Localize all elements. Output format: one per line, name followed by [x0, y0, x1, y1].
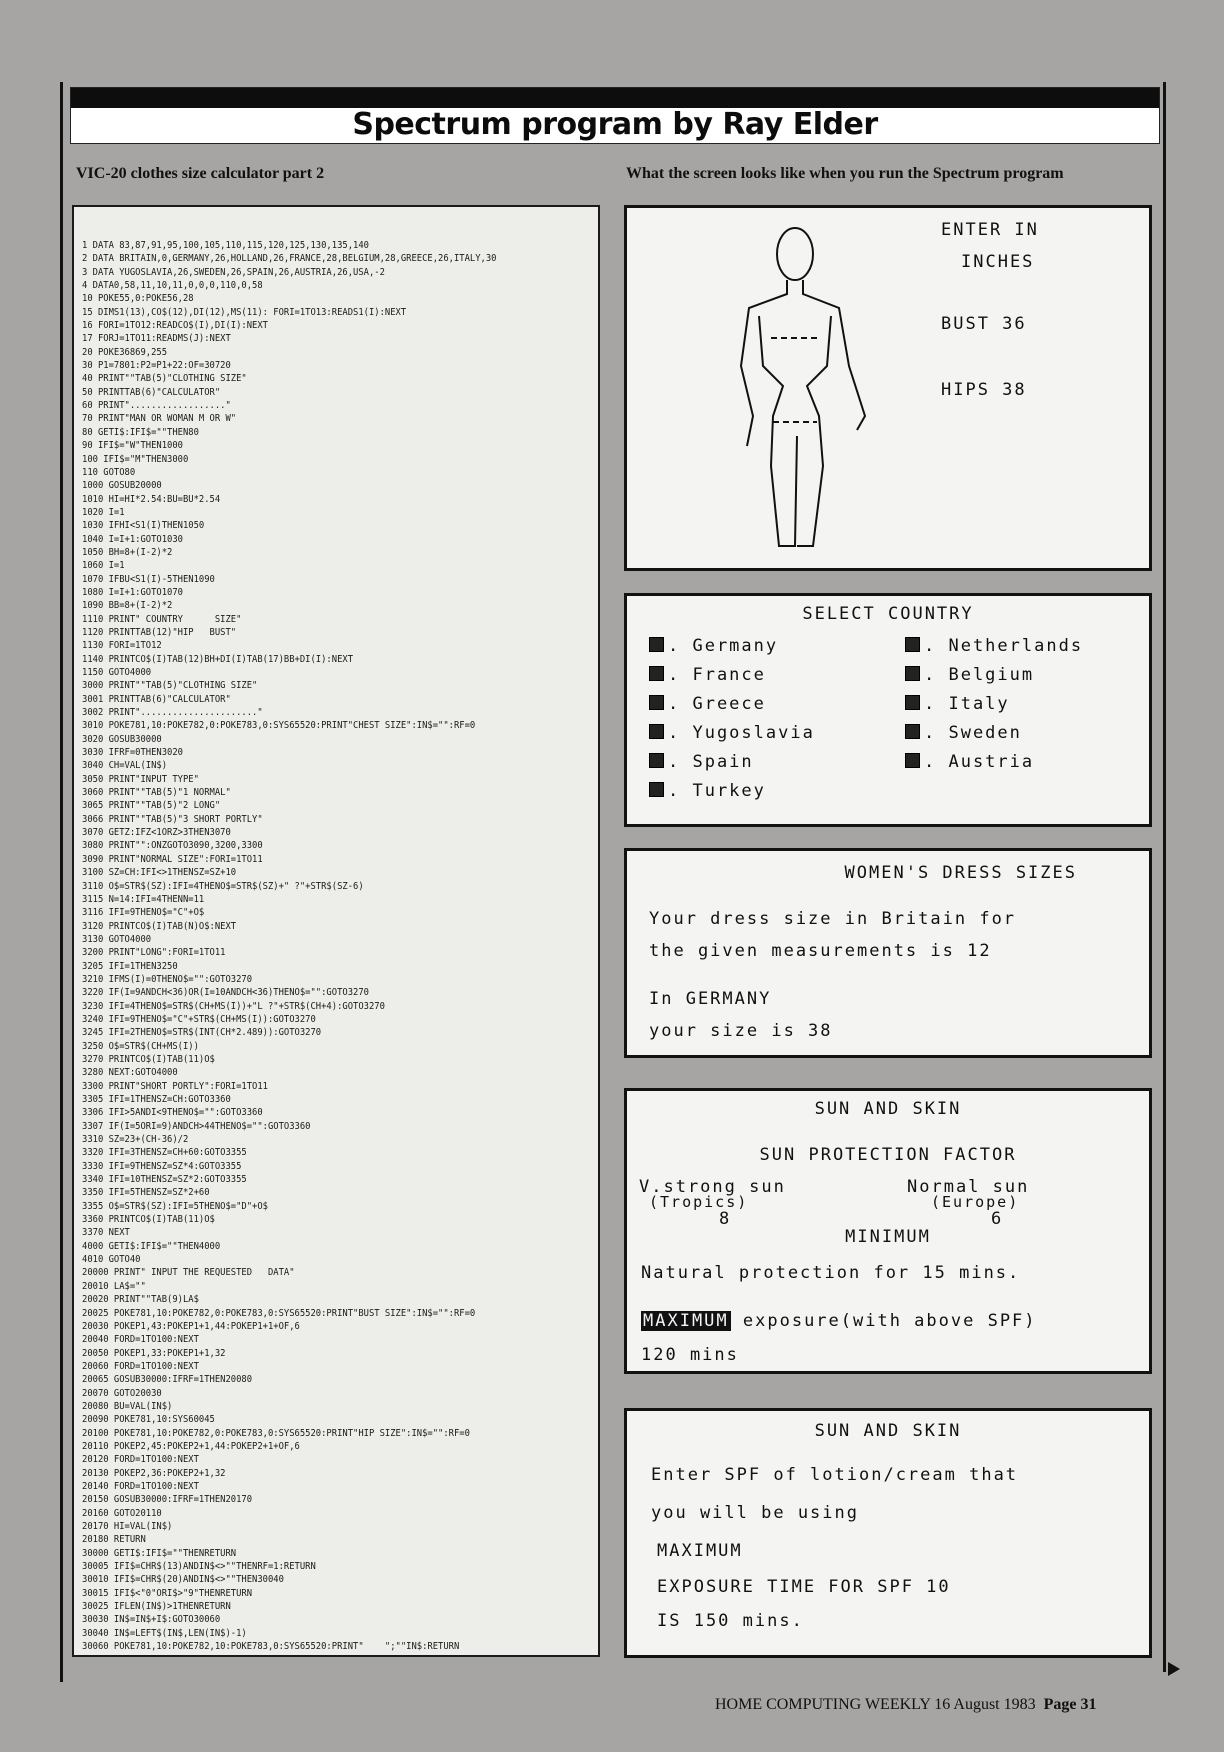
listing-line: 1000 GOSUB20000: [82, 480, 162, 492]
exposure-line-5: IS 150 mins.: [657, 1611, 804, 1631]
listing-line: 3320 IFI=3THENSZ=CH+60:GOTO3355: [82, 1147, 247, 1159]
country-key-icon: [649, 724, 664, 739]
listing-line: 20030 POKEP1,43:POKEP1+1,44:POKEP1+1+OF,6: [82, 1320, 300, 1332]
listing-line: 20070 GOTO20030: [82, 1387, 162, 1399]
country-key-icon: [905, 666, 920, 681]
country-option[interactable]: [905, 665, 1034, 685]
listing-line: 30010 IFI$=CHR$(20)ANDIN$<>""THEN30040: [82, 1574, 284, 1586]
country-option[interactable]: [649, 694, 766, 714]
listing-line: 3120 PRINTCO$(I)TAB(N)O$:NEXT: [82, 920, 237, 932]
listing-line: 1140 PRINTCO$(I)TAB(12)BH+DI(I)TAB(17)BB+DI(I):NEXT: [82, 653, 354, 665]
screen-sun-protection: [624, 1088, 1152, 1374]
listing-line: 10 POKE55,0:POKE56,28: [82, 293, 194, 305]
listing-line: 3030 IFRF=0THEN3020: [82, 747, 183, 759]
country-label: . France: [668, 665, 766, 685]
screen-select-country: [624, 593, 1152, 827]
tropics-label: (Tropics): [649, 1193, 749, 1211]
country-option[interactable]: [905, 752, 1034, 772]
listing-line: 3245 IFI=2THENO$=STR$(INT(CH*2.489)):GOTO3270: [82, 1027, 322, 1039]
listing-line: 20065 GOSUB30000:IFRF=1THEN20080: [82, 1374, 253, 1386]
country-key-icon: [905, 724, 920, 739]
listing-line: 20100 POKE781,10:POKE782,0:POKE783,0:SYS65520:PRINT"HIP SIZE":IN$="":RF=0: [82, 1427, 470, 1439]
listing-line: 3340 IFI=10THENSZ=SZ*2:GOTO3355: [82, 1174, 247, 1186]
listing-line: 3110 O$=STR$(SZ):IFI=4THENO$=STR$(SZ)+" ?"+STR$(SZ-6): [82, 880, 364, 892]
country-key-icon: [649, 637, 664, 652]
listing-line: 1010 HI=HI*2.54:BU=BU*2.54: [82, 493, 221, 505]
header-banner: [70, 87, 1160, 144]
country-label: . Italy: [924, 694, 1010, 714]
listing-line: 3210 IFMS(I)=0THENO$="":GOTO3270: [82, 973, 253, 985]
listing-line: 4 DATA0,58,11,10,11,0,0,0,110,0,58: [82, 280, 263, 292]
country-label: . Austria: [924, 752, 1035, 772]
listing-line: 30025 IFLEN(IN$)>1THENRETURN: [82, 1601, 231, 1613]
max-mins: 120 mins: [641, 1345, 739, 1365]
country-key-icon: [649, 782, 664, 797]
page-title: Spectrum program by Ray Elder: [352, 107, 878, 142]
country-label: . Sweden: [924, 723, 1022, 743]
country-key-icon: [649, 695, 664, 710]
listing-line: 3370 NEXT: [82, 1227, 130, 1239]
country-label: . Germany: [668, 636, 779, 656]
country-option[interactable]: [649, 636, 778, 656]
listing-line: 1090 BB=8+(I-2)*2: [82, 600, 173, 612]
listing-line: 1 DATA 83,87,91,95,100,105,110,115,120,125,130,135,140: [82, 240, 369, 251]
listing-line: 20090 POKE781,10:SYS60045: [82, 1414, 215, 1426]
country-option[interactable]: [649, 752, 754, 772]
listing-line: 3010 POKE781,10:POKE782,0:POKE783,0:SYS65520:PRINT"CHEST SIZE":IN$="":RF=0: [82, 720, 476, 732]
country-key-icon: [905, 637, 920, 652]
listing-line: 20140 FORD=1TO100:NEXT: [82, 1480, 199, 1492]
listing-line: 30 P1=7801:P2=P1+22:OF=30720: [82, 360, 231, 372]
screen-dress-sizes: [624, 848, 1152, 1058]
listing-line: 3000 PRINT""TAB(5)"CLOTHING SIZE": [82, 680, 258, 692]
listing-line: 3270 PRINTCO$(I)TAB(11)O$: [82, 1053, 215, 1065]
tropics-spf: 8: [719, 1209, 732, 1229]
listing-line: 40 PRINT""TAB(5)"CLOTHING SIZE": [82, 373, 247, 385]
bust-readout: BUST 36: [941, 314, 1027, 334]
listing-line: 20020 PRINT""TAB(9)LA$: [82, 1294, 199, 1306]
listing-line: 3306 IFI>5ANDI<9THENO$="":GOTO3360: [82, 1107, 263, 1119]
listing-line: 3100 SZ=CH:IFI<>1THENSZ=SZ+10: [82, 867, 237, 879]
maximum-exposure-line: [641, 1311, 1037, 1331]
listing-line: 3250 O$=STR$(CH+MS(I)): [82, 1040, 199, 1052]
listing-line: 3350 IFI=5THENSZ=SZ*2+60: [82, 1187, 210, 1199]
country-key-icon: [649, 666, 664, 681]
dress-line-3: In GERMANY: [649, 989, 772, 1009]
country-label: . Yugoslavia: [668, 723, 815, 743]
listing-line: 20160 GOTO20110: [82, 1507, 162, 1519]
country-label: . Greece: [668, 694, 766, 714]
exposure-line-3: MAXIMUM: [657, 1541, 743, 1561]
listing-line: 3050 PRINT"INPUT TYPE": [82, 773, 199, 785]
listing-line: 4000 GETI$:IFI$=""THEN4000: [82, 1240, 221, 1252]
dress-line-2: the given measurements is 12: [649, 941, 992, 961]
listing-line: 20 POKE36869,255: [82, 346, 168, 358]
listing-caption: VIC-20 clothes size calculator part 2: [76, 165, 325, 182]
country-option[interactable]: [905, 723, 1022, 743]
listing-line: 3310 SZ=23+(CH-36)/2: [82, 1134, 189, 1146]
listing-line: 4010 GOTO40: [82, 1254, 141, 1266]
listing-line: 3360 PRINTCO$(I)TAB(11)O$: [82, 1214, 215, 1226]
country-label: . Spain: [668, 752, 754, 772]
spf-subtitle: SUN PROTECTION FACTOR: [759, 1145, 1017, 1165]
listing-line: 1020 I=1: [82, 506, 125, 518]
normal-sun-label: Normal sun: [907, 1177, 1030, 1197]
country-label: . Netherlands: [924, 636, 1084, 656]
listing-line: 1070 IFBU<S1(I)-5THEN1090: [82, 573, 215, 585]
listing-line: 30060 POKE781,10:POKE782,10:POKE783,0:SYS65520:PRINT" ";""IN$:RETURN: [82, 1641, 460, 1653]
listing-line: 3065 PRINT""TAB(5)"2 LONG": [82, 800, 221, 812]
listing-line: 2 DATA BRITAIN,0,GERMANY,26,HOLLAND,26,FRANCE,28,BELGIUM,28,GREECE,26,ITALY,30: [82, 253, 497, 265]
listing-line: 3220 IF(I=9ANDCH<36)OR(I=10ANDCH<36)THENO$="":GOTO3270: [82, 987, 369, 999]
listing-line: 30005 IFI$=CHR$(13)ANDIN$<>""THENRF=1:RETURN: [82, 1561, 316, 1573]
listing-line: 3330 IFI=9THENSZ=SZ*4:GOTO3355: [82, 1160, 242, 1172]
listing-line: 20120 FORD=1TO100:NEXT: [82, 1454, 199, 1466]
country-label: . Belgium: [924, 665, 1035, 685]
listing-line: 20150 GOSUB30000:IFRF=1THEN20170: [82, 1494, 253, 1506]
listing-line: 1060 I=1: [82, 560, 125, 572]
minimum-label: MINIMUM: [845, 1227, 931, 1247]
listing-line: 1130 FORI=1TO12: [82, 640, 162, 652]
listing-line: 15 DIMS1(13),CO$(12),DI(12),MS(11): FORI=1TO13:READS1(I):NEXT: [82, 306, 407, 318]
header-black-bar: [71, 88, 1159, 108]
listing-line: 1110 PRINT" COUNTRY SIZE": [82, 613, 242, 625]
screens-caption: What the screen looks like when you run the Spectrum program: [626, 165, 1064, 182]
listing-line: 60 PRINT"..................": [82, 400, 231, 412]
dress-sizes-title: WOMEN'S DRESS SIZES: [844, 863, 1077, 883]
listing-line: 3355 O$=STR$(SZ):IFI=5THENO$="D"+O$: [82, 1200, 268, 1212]
listing-line: 1030 IFHI<S1(I)THEN1050: [82, 520, 205, 532]
listing-line: 80 GETI$:IFI$=""THEN80: [82, 426, 199, 438]
country-option[interactable]: [649, 781, 766, 801]
continue-arrow-icon: [1168, 1662, 1180, 1676]
country-key-icon: [649, 753, 664, 768]
listing-line: 20180 RETURN: [82, 1534, 146, 1546]
listing-line: 3280 NEXT:GOTO4000: [82, 1067, 178, 1079]
prompt-enter-in: ENTER IN: [941, 220, 1039, 240]
listing-line: 3080 PRINT"":ONZGOTO3090,3200,3300: [82, 840, 263, 852]
right-frame-rule: [1163, 82, 1166, 1672]
exposure-text: exposure(with above SPF): [730, 1311, 1037, 1331]
listing-line: 110 GOTO80: [82, 466, 136, 478]
strong-sun-label: V.strong sun: [639, 1177, 786, 1197]
country-option[interactable]: [649, 723, 815, 743]
dress-line-1: Your dress size in Britain for: [649, 909, 1017, 929]
sun-skin-title-2: SUN AND SKIN: [814, 1421, 962, 1441]
listing-line: 1150 GOTO4000: [82, 667, 152, 678]
listing-line: 17 FORJ=1TO11:READMS(J):NEXT: [82, 333, 231, 345]
listing-line: 3300 PRINT"SHORT PORTLY":FORI=1TO11: [82, 1080, 268, 1092]
listing-line: 20170 HI=VAL(IN$): [82, 1521, 173, 1532]
listing-line: 3090 PRINT"NORMAL SIZE":FORI=1TO11: [82, 853, 263, 865]
listing-line: 3040 CH=VAL(IN$): [82, 760, 168, 772]
listing-line: 3001 PRINTTAB(6)"CALCULATOR": [82, 693, 231, 705]
listing-line: 1080 I=I+1:GOTO1070: [82, 586, 183, 598]
listing-line: 3020 GOSUB30000: [82, 733, 162, 745]
listing-line: 3115 N=14:IFI=4THENN=11: [82, 893, 205, 905]
country-option[interactable]: [649, 665, 766, 685]
left-frame-rule: [60, 82, 63, 1682]
exposure-line-2: you will be using: [651, 1503, 859, 1523]
natural-protection-line: Natural protection for 15 mins.: [641, 1263, 1021, 1283]
listing-line: 3130 GOTO4000: [82, 933, 152, 945]
hips-readout: HIPS 38: [941, 380, 1027, 400]
listing-line: 20050 POKEP1,33:POKEP1+1,32: [82, 1347, 226, 1359]
listing-line: 20025 POKE781,10:POKE782,0:POKE783,0:SYS65520:PRINT"BUST SIZE":IN$="":RF=0: [82, 1307, 476, 1319]
country-option[interactable]: [905, 636, 1083, 656]
listing-line: 20130 POKEP2,36:POKEP2+1,32: [82, 1467, 226, 1479]
listing-line: 3205 IFI=1THEN3250: [82, 960, 178, 972]
country-key-icon: [905, 753, 920, 768]
country-key-icon: [905, 695, 920, 710]
exposure-line-4: EXPOSURE TIME FOR SPF 10: [657, 1577, 951, 1597]
dress-line-4: your size is 38: [649, 1021, 833, 1041]
sun-skin-title: SUN AND SKIN: [814, 1099, 962, 1119]
page-footer: [715, 1696, 1097, 1714]
listing-line: 1040 I=I+1:GOTO1030: [82, 533, 183, 545]
screen-body-measure: [624, 205, 1152, 571]
listing-line: 3066 PRINT""TAB(5)"3 SHORT PORTLY": [82, 813, 263, 825]
listing-line: 3200 PRINT"LONG":FORI=1TO11: [82, 947, 226, 959]
listing-line: 3060 PRINT""TAB(5)"1 NORMAL": [82, 787, 231, 799]
prompt-inches: INCHES: [961, 252, 1035, 272]
europe-spf: 6: [991, 1209, 1004, 1229]
listing-line: 30040 IN$=LEFT$(IN$,LEN(IN$)-1): [82, 1627, 247, 1639]
listing-line: 20060 FORD=1TO100:NEXT: [82, 1360, 199, 1372]
listing-line: 3240 IFI=9THENO$="C"+STR$(CH+MS(I)):GOTO3270: [82, 1013, 316, 1025]
screen-exposure-time: [624, 1408, 1152, 1658]
listing-line: 1050 BH=8+(I-2)*2: [82, 546, 173, 558]
listing-line: 3305 IFI=1THENSZ=CH:GOTO3360: [82, 1094, 231, 1105]
program-listing: [72, 205, 600, 1657]
footer-publication: HOME COMPUTING WEEKLY 16 August 1983: [715, 1696, 1036, 1713]
listing-line: 3116 IFI=9THENO$="C"+O$: [82, 907, 205, 919]
maximum-highlight: MAXIMUM: [643, 1311, 729, 1331]
footer-page-number: Page 31: [1043, 1696, 1097, 1713]
select-country-title: SELECT COUNTRY: [802, 604, 974, 624]
listing-line: 100 IFI$="M"THEN3000: [82, 453, 189, 465]
listing-line: 90 IFI$="W"THEN1000: [82, 440, 183, 452]
listing-line: 20110 POKEP2,45:POKEP2+1,44:POKEP2+1+OF,6: [82, 1440, 300, 1452]
listing-line: 20000 PRINT" INPUT THE REQUESTED DATA": [82, 1267, 295, 1279]
europe-label: (Europe): [931, 1193, 1020, 1211]
listing-line: 3230 IFI=4THENO$=STR$(CH+MS(I))+"L ?"+STR$(CH+4):GOTO3270: [82, 1000, 385, 1012]
country-label: . Turkey: [668, 781, 766, 801]
listing-line: 20040 FORD=1TO100:NEXT: [82, 1334, 199, 1346]
listing-line: 3307 IF(I=5ORI=9)ANDCH>44THENO$="":GOTO3360: [82, 1120, 311, 1132]
listing-line: 50 PRINTTAB(6)"CALCULATOR": [82, 386, 221, 398]
listing-line: 30030 IN$=IN$+I$:GOTO30060: [82, 1614, 221, 1626]
listing-line: 3002 PRINT"......................": [82, 707, 263, 719]
listing-line: 30015 IFI$<"0"ORI$>"9"THENRETURN: [82, 1587, 253, 1599]
listing-line: 16 FORI=1TO12:READCO$(I),DI(I):NEXT: [82, 320, 268, 332]
listing-line: 30000 GETI$:IFI$=""THENRETURN: [82, 1547, 237, 1559]
listing-line: 3070 GETZ:IFZ<1ORZ>3THEN3070: [82, 827, 231, 839]
exposure-line-1: Enter SPF of lotion/cream that: [651, 1465, 1019, 1485]
listing-line: 1120 PRINTTAB(12)"HIP BUST": [82, 626, 237, 638]
country-option[interactable]: [905, 694, 1010, 714]
listing-line: 3 DATA YUGOSLAVIA,26,SWEDEN,26,SPAIN,26,AUSTRIA,26,USA,-2: [82, 266, 385, 278]
listing-line: 20080 BU=VAL(IN$): [82, 1400, 173, 1412]
mannequin-figure: [687, 216, 907, 576]
listing-line: 20010 LA$="": [82, 1280, 146, 1292]
listing-line: 70 PRINT"MAN OR WOMAN M OR W": [82, 413, 237, 425]
